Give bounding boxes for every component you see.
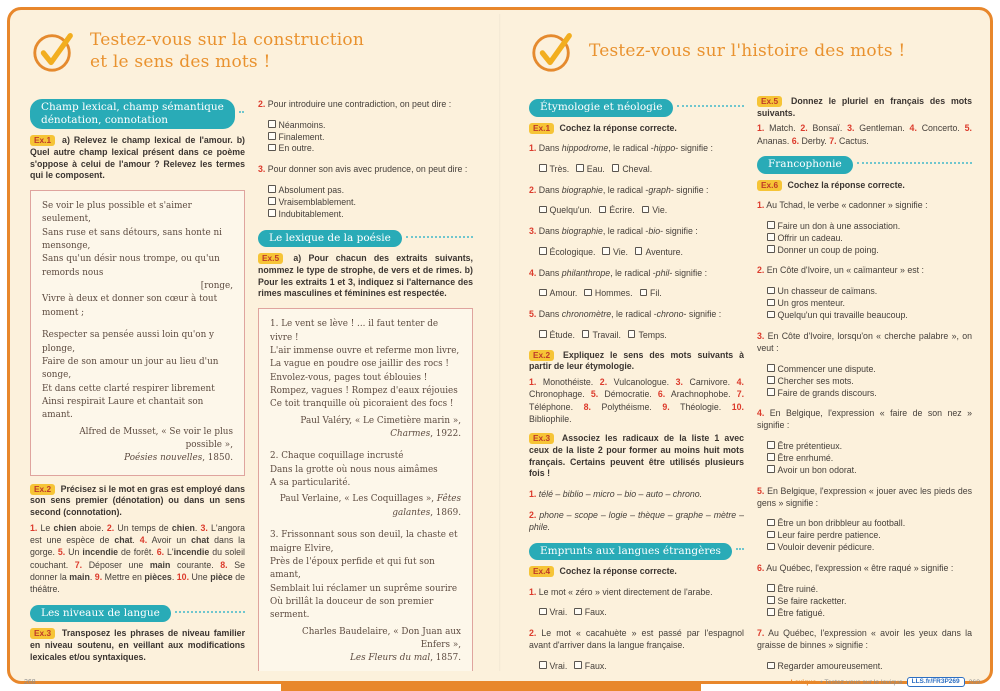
checkbox-option: Hommes.	[584, 288, 632, 298]
page-title	[90, 29, 364, 73]
page-gutter	[499, 14, 501, 671]
verse-line: 1. Le vent se lève ! ... il faut tenter de vivre !	[270, 319, 439, 343]
footer-section-subtitle: • Testez-vous sur le lexique	[820, 678, 903, 686]
exercise-instruction: Expliquez le sens des mots suivants à partir de leur étymologie.	[529, 349, 744, 372]
item-text: 5. Dans chronomètre, le radical -chrono- signifie :	[529, 309, 722, 320]
checkbox-icon	[599, 206, 607, 214]
checkbox-option: Absolument pas.	[258, 185, 473, 197]
checkbox-option: Faire un don à une association.	[757, 221, 972, 233]
item-text: 4. Dans philanthrope, le radical -phil- signifie :	[529, 267, 708, 278]
exercise-item: 2. Bonsaï.	[800, 123, 848, 134]
exercise-item: 7. Cactus.	[829, 135, 869, 146]
checkbox-icon	[582, 330, 590, 338]
checkbox-icon	[767, 388, 775, 396]
exercise-header	[529, 566, 744, 578]
checkbox-option: Quelqu'un.	[539, 205, 592, 215]
exercise-items	[529, 376, 744, 425]
checkbox-option: Vrai.	[539, 607, 567, 617]
exercise-item: 8. Polythéisme.	[583, 401, 663, 412]
column-right-1	[529, 90, 744, 671]
exercise-header	[30, 628, 245, 663]
item-text: 3. Dans biographie, le radical -bio- signifie :	[529, 226, 698, 237]
checkbox-option: Amour.	[539, 288, 577, 298]
section-badge: Les niveaux de langue	[30, 605, 171, 623]
exercise	[529, 566, 744, 671]
dotted-leader	[677, 105, 744, 107]
verse-line: A sa particularité.	[270, 478, 351, 489]
verse-line: Faire de son amour un jour au lieu d'un songe,	[42, 356, 219, 381]
exercise-item: 4. Avoir un chat dans la gorge.	[30, 535, 245, 558]
exercise-item: 2. Un temps de chien.	[106, 522, 201, 533]
verse-line: Vivre à deux et donner son cœur à tout moment ;	[42, 294, 218, 318]
dotted-leader	[406, 236, 473, 238]
exercise-instruction: a) Relevez le champ lexical de l'amour. b) Quel autre champ lexical présent dans ce poème s'oppose à celui de l'amour ? Relevez les termes qui le composent.	[30, 135, 245, 181]
exercise-item	[529, 226, 744, 259]
checkbox-option: Vie.	[642, 205, 668, 215]
checkbox-icon	[602, 247, 610, 255]
section-badge: Francophonie	[757, 156, 853, 174]
verse-line: Près de l'époux perfide et qui fut son amant,	[270, 556, 435, 581]
exercise-item	[757, 265, 972, 322]
exercise-header	[529, 123, 744, 135]
verse-line: [ronge,	[200, 281, 233, 292]
checkbox-icon	[539, 247, 547, 255]
checkbox-icon	[767, 608, 775, 616]
item-text: 3. En Côte d'Ivoire, lorsqu'on « cherche palabre », on veut :	[757, 330, 972, 353]
checkbox-options	[529, 205, 744, 217]
item-text: 1. Dans hippodrome, le radical -hippo- signifie :	[529, 143, 713, 154]
exercise	[30, 135, 245, 182]
checkbox-option: Vraisemblablement.	[258, 197, 473, 209]
exercise-item: 1. Match.	[757, 123, 801, 134]
checkbox-options	[529, 607, 744, 619]
checkbox-icon	[767, 662, 775, 670]
exercise-item	[529, 185, 744, 218]
exercise-badge: Ex.1	[529, 123, 554, 134]
item-text: 1. télé – biblio – micro – bio – auto – chrono.	[529, 488, 703, 499]
checkbox-icon	[539, 661, 547, 669]
checkbox-icon	[767, 287, 775, 295]
bottom-tab	[281, 681, 701, 691]
section-header	[258, 230, 473, 248]
checkbox-icon	[612, 164, 620, 172]
checkbox-option: Un gros menteur.	[757, 298, 972, 310]
exercise-header	[30, 484, 245, 519]
page-right	[499, 10, 990, 675]
checkbox-option: Très.	[539, 164, 569, 174]
exercise-instruction: Associez les radicaux de la liste 1 avec ceux de la liste 2 pour former au moins huit mots français. Certains peuvent être utilisés plusieurs fois !	[529, 433, 744, 479]
exercise-header	[529, 350, 744, 373]
checkbox-option: Aventure.	[635, 247, 683, 257]
exercise-item	[529, 510, 744, 534]
checkbox-options	[529, 330, 744, 342]
section-badge: Emprunts aux langues étrangères	[529, 543, 732, 561]
exercise-badge: Ex.4	[529, 566, 554, 577]
exercise-badge: Ex.2	[30, 484, 55, 495]
checkbox-icon	[539, 164, 547, 172]
checkbox-option: Fil.	[640, 288, 662, 298]
exercise-instruction: Précisez si le mot en gras est employé dans son sens premier (dénotation) ou dans un sens second (connotation).	[30, 483, 245, 518]
exercise-badge: Ex.6	[757, 180, 782, 191]
checkbox-icon	[767, 441, 775, 449]
checkbox-icon	[767, 311, 775, 319]
item-text: 1. Le mot « zéro » vient directement de l'arabe.	[529, 586, 713, 597]
exercise-items	[757, 122, 972, 147]
checkbox-option: Être ruiné.	[757, 584, 972, 596]
footer-section-label: Lexique	[790, 678, 817, 686]
verse-stanza	[270, 318, 461, 412]
section-header	[757, 156, 972, 174]
checkbox-option: Eau.	[576, 164, 605, 174]
item-text: 2. Le mot « cacahuète » est passé par l'espagnol avant d'arriver dans la langue française.	[529, 628, 744, 651]
exercise-item	[529, 628, 744, 671]
exercise-item: 2. Vulcanologue.	[599, 377, 676, 388]
checkbox-icon	[767, 519, 775, 527]
verse-line: Ce toit tranquille où picoraient des focs !	[270, 399, 454, 410]
checkbox-option: Offrir un cadeau.	[757, 233, 972, 245]
exercise-item	[757, 563, 972, 620]
page-title	[589, 40, 905, 62]
checkbox-icon	[574, 608, 582, 616]
page-number-left: 268	[24, 679, 36, 686]
checkbox-option: Vrai.	[539, 661, 567, 671]
exercise-header	[529, 433, 744, 480]
checkbox-option: Étude.	[539, 330, 575, 340]
checkbox-icon	[268, 120, 276, 128]
checkbox-icon	[767, 299, 775, 307]
verse-line: Et dans cette clarté respirer librement	[42, 383, 215, 394]
page-left	[10, 10, 499, 675]
checkbox-icon	[767, 543, 775, 551]
checkbox-icon	[767, 465, 775, 473]
exercise-item: 4. Concerto.	[909, 123, 965, 134]
checkbox-icon	[628, 330, 636, 338]
checkbox-option: Chercher ses mots.	[757, 376, 972, 388]
dotted-leader	[736, 548, 744, 550]
exercise-badge: Ex.5	[258, 253, 283, 264]
verse-stanza	[270, 450, 461, 490]
exercise-badge: Ex.5	[757, 96, 782, 107]
checkbox-option: Regarder amoureusement.	[757, 661, 972, 671]
quote-box	[30, 190, 245, 476]
verse-line: Où brillât la douceur de son premier serment.	[270, 596, 434, 621]
checkbox-icon	[767, 531, 775, 539]
section-badge: Champ lexical, champ sémantique dénotation, connotation	[30, 99, 235, 129]
dotted-leader	[857, 162, 972, 164]
checkbox-icon	[584, 289, 592, 297]
checkbox-option: Vouloir devenir pédicure.	[757, 542, 972, 554]
checkbox-icon	[574, 661, 582, 669]
checkbox-option: Indubitablement.	[258, 209, 473, 221]
checkbox-option: Être enrhumé.	[757, 453, 972, 465]
checkbox-option: Faux.	[574, 661, 607, 671]
exercise-item	[529, 309, 744, 342]
exercise-item	[258, 99, 473, 156]
checkbox-option: Cheval.	[612, 164, 652, 174]
section-badge: Le lexique de la poésie	[258, 230, 402, 248]
exercise-item: 10. Bibliophile.	[529, 401, 744, 425]
exercise-item: 9. Mettre en pièces.	[94, 572, 177, 583]
verse-line: 3. Frissonnant sous son deuil, la chaste et maigre Elvire,	[270, 530, 458, 554]
page-title-line2: et le sens des mots !	[90, 52, 271, 72]
quote-attribution: Alfred de Musset, « Se voir le plus possible », Poésies nouvelles, 1850.	[79, 426, 233, 464]
exercise-item	[757, 200, 972, 257]
page-title-line1: Testez-vous sur l'histoire des mots !	[589, 40, 906, 61]
exercise-item: 3. Carnivore.	[675, 377, 737, 388]
quote-attribution: Charles Baudelaire, « Don Juan aux Enfers », Les Fleurs du mal, 1857.	[301, 626, 461, 664]
checkbox-icon	[268, 185, 276, 193]
exercise-item: 5. Ananas.	[757, 123, 972, 146]
checkbox-option: Se faire racketter.	[757, 596, 972, 608]
exercise-badge: Ex.3	[529, 433, 554, 444]
section-header	[529, 99, 744, 117]
checkbox-icon	[576, 164, 584, 172]
checkbox-options	[529, 164, 744, 176]
exercise-item: 4. Chronophage.	[529, 377, 744, 400]
checkbox-icon	[767, 233, 775, 241]
exercise-item	[757, 486, 972, 555]
exercise	[529, 123, 744, 342]
item-text: 2. Pour introduire une contradiction, on peut dire :	[258, 98, 452, 109]
footer-right	[791, 677, 980, 687]
checkbox-options	[529, 247, 744, 259]
exercise-item	[258, 164, 473, 221]
checkbox-option: Travail.	[582, 330, 621, 340]
verse-line: L'air immense ouvre et referme mon livre,	[270, 345, 460, 356]
exercise	[258, 99, 473, 221]
exercise-item: 8. Se donner la main.	[30, 559, 245, 583]
verse-line: Semblait lui réclamer un suprême sourire	[270, 583, 458, 594]
checkbox-icon	[268, 209, 276, 217]
quote-attribution: Paul Verlaine, « Les Coquillages », Fêtes galantes, 1869.	[279, 494, 461, 518]
exercise-items	[30, 522, 245, 596]
checkbox-icon	[635, 247, 643, 255]
verse-line: Envolez-vous, pages tout éblouies !	[270, 372, 428, 383]
exercise-item: 7. Déposer une main courante.	[74, 559, 221, 570]
exercise-instruction: Donnez le pluriel en français des mots suivants.	[757, 96, 972, 118]
exercise-badge: Ex.1	[30, 135, 55, 146]
checkbox-option: Être prétentieux.	[757, 441, 972, 453]
checkbox-icon	[268, 197, 276, 205]
item-text: 4. En Belgique, l'expression « faire de son nez » signifie :	[757, 408, 972, 431]
checkbox-icon	[767, 584, 775, 592]
exercise	[757, 180, 972, 671]
section-header	[30, 99, 245, 129]
item-text: 7. Au Québec, l'expression « avoir les yeux dans la graisse de binnes » signifie :	[757, 628, 972, 651]
exercise	[258, 253, 473, 300]
checkbox-option: Écologique.	[539, 247, 595, 257]
exercise-item: 7. Téléphone.	[529, 389, 744, 412]
exercise-header	[30, 135, 245, 182]
item-text: 3. Pour donner son avis avec prudence, on peut dire :	[258, 164, 468, 175]
exercise-item: 6. Derby.	[791, 135, 830, 146]
checkbox-option: Faire de grands discours.	[757, 388, 972, 400]
exercise-item: 6. L'incendie du soleil couchant.	[30, 547, 245, 570]
exercise-instruction: a) Pour chacun des extraits suivants, nommez le type de strophe, de vers et de rimes. b) Pour les extraits 1 et 3, indiquez si l'alternance des rimes masculines et féminines est respectée.	[258, 253, 473, 299]
verse-line: 2. Chaque coquillage incrusté	[270, 451, 404, 462]
checkbox-icon	[539, 330, 547, 338]
checkbox-option: Un chasseur de caïmans.	[757, 286, 972, 298]
exercise	[757, 96, 972, 147]
checkbox-option: Écrire.	[599, 205, 635, 215]
exercise-item: 9. Théologie.	[662, 401, 732, 412]
exercise-header	[757, 96, 972, 119]
checkbox-option: Quelqu'un qui travaille beaucoup.	[757, 310, 972, 322]
checkbox-option: Être fatigué.	[757, 608, 972, 620]
verse-stanza	[42, 329, 233, 423]
exercise-item	[757, 408, 972, 477]
checkbox-option: Donner un coup de poing.	[757, 245, 972, 257]
exercise	[30, 484, 245, 596]
verse-line: La vague en poudre ose jaillir des rocs !	[270, 359, 449, 370]
exercise-header	[757, 180, 972, 192]
item-text: 6. Au Québec, l'expression « être raqué » signifie :	[757, 562, 954, 573]
exercise-badge: Ex.2	[529, 350, 554, 361]
checkbox-option: Commencer une dispute.	[757, 364, 972, 376]
exercise-item: 1. Le chien aboie.	[30, 522, 107, 533]
checkbox-icon	[767, 453, 775, 461]
exercise-item: 3. Gentleman.	[847, 123, 910, 134]
item-text: 2. phone – scope – logie – thèque – graphe – mètre – phile.	[529, 509, 744, 532]
checkbox-option: Néanmoins.	[258, 120, 473, 132]
column-left-1	[30, 90, 245, 671]
stanza-gap	[42, 320, 233, 329]
exercise-item	[529, 268, 744, 301]
exercise-instruction: Cochez la réponse correcte.	[785, 179, 905, 190]
checkbox-option: Vie.	[602, 247, 628, 257]
item-text: 2. En Côte d'Ivoire, un « caïmanteur » est :	[757, 265, 924, 276]
exercise	[529, 433, 744, 533]
exercise-item: 5. Démocratie.	[590, 389, 658, 400]
verse-line: Se voir le plus possible et s'aimer seulement,	[42, 200, 192, 225]
checkbox-option: Avoir un bon odorat.	[757, 465, 972, 477]
verse-line: Sans qu'un désir nous trompe, ou qu'un remords nous	[42, 254, 220, 278]
exercise-item	[757, 331, 972, 400]
dotted-leader	[239, 111, 245, 113]
verse-line: Respecter sa pensée aussi loin qu'on y plonge,	[42, 330, 215, 354]
verse-line: Rompez, vagues ! Rompez d'eaux réjouies	[270, 385, 458, 396]
checkbox-icon	[767, 376, 775, 384]
checkbox-option: Faux.	[574, 607, 607, 617]
exercise-item: 6. Arachnophobe.	[657, 389, 737, 400]
checkbox-icon	[767, 245, 775, 253]
exercise	[30, 628, 245, 671]
item-text: 5. En Belgique, l'expression « jouer avec les pieds des gens » signifie :	[757, 485, 972, 508]
exercise-instruction: Transposez les phrases de niveau familier en niveau soutenu, en veillant aux modifications lexicales et/ou syntaxiques.	[30, 628, 245, 662]
exercise-item	[529, 489, 744, 501]
exercise-item: 5. Un incendie de forêt.	[57, 547, 157, 558]
verse-line: Ainsi respirait Laure et chantait son amant.	[42, 396, 204, 421]
section-header	[529, 543, 744, 561]
exercise-item	[529, 587, 744, 620]
item-text: 2. Dans biographie, le radical -graph- signifie :	[529, 184, 709, 195]
page-number-right: 269	[968, 678, 980, 686]
exercise-item: 1. Monothéiste.	[529, 377, 600, 388]
exercise-item: 3. L'angora est une espèce de chat.	[30, 522, 245, 546]
checkmark-icon	[529, 28, 575, 74]
verse-stanza	[42, 200, 233, 320]
quote-attribution: Paul Valéry, « Le Cimetière marin », Charmes, 1922.	[300, 415, 461, 440]
dotted-leader	[175, 611, 245, 613]
exercise-item	[529, 143, 744, 176]
exercise-instruction: Cochez la réponse correcte.	[557, 122, 677, 133]
section-header	[30, 605, 245, 623]
stanza-gap	[270, 520, 461, 529]
quote-box	[258, 308, 473, 671]
checkbox-icon	[539, 289, 547, 297]
checkbox-option: Temps.	[628, 330, 667, 340]
column-left-2	[258, 90, 473, 671]
stanza-gap	[270, 441, 461, 450]
checkbox-icon	[767, 364, 775, 372]
checkbox-icon	[539, 206, 547, 214]
checkbox-option: Leur faire perdre patience.	[757, 530, 972, 542]
exercise-instruction: Cochez la réponse correcte.	[557, 566, 677, 577]
checkbox-options	[529, 661, 744, 671]
item-text: 1. Au Tchad, le verbe « cadonner » signifie :	[757, 200, 928, 211]
checkbox-icon	[539, 608, 547, 616]
lls-link-badge[interactable]: LLS.fr/FR3P269	[907, 677, 965, 687]
checkbox-options	[529, 288, 744, 300]
checkbox-icon	[268, 144, 276, 152]
checkbox-icon	[640, 289, 648, 297]
checkbox-icon	[767, 596, 775, 604]
column-right-2	[757, 90, 972, 671]
checkbox-option: Être un bon dribbleur au football.	[757, 518, 972, 530]
exercise-header	[258, 253, 473, 300]
verse-stanza	[270, 529, 461, 623]
exercise	[529, 350, 744, 426]
checkbox-option: En outre.	[258, 143, 473, 155]
checkmark-icon	[30, 28, 76, 74]
page-title-line1: Testez-vous sur la construction	[90, 29, 364, 50]
verse-line: Dans la grotte où nous nous aimâmes	[270, 464, 438, 475]
checkbox-icon	[642, 206, 650, 214]
exercise-item	[757, 628, 972, 671]
checkbox-option: Finalement.	[258, 132, 473, 144]
checkbox-icon	[268, 132, 276, 140]
left-title-header	[30, 20, 473, 82]
checkbox-icon	[767, 221, 775, 229]
exercise-item: 10. Une pièce de théâtre.	[30, 572, 245, 595]
exercise-badge: Ex.3	[30, 628, 55, 639]
verse-line: Sans ruse et sans détours, sans honte ni mensonge,	[42, 227, 222, 252]
right-title-header	[529, 20, 972, 82]
section-badge: Étymologie et néologie	[529, 99, 673, 117]
